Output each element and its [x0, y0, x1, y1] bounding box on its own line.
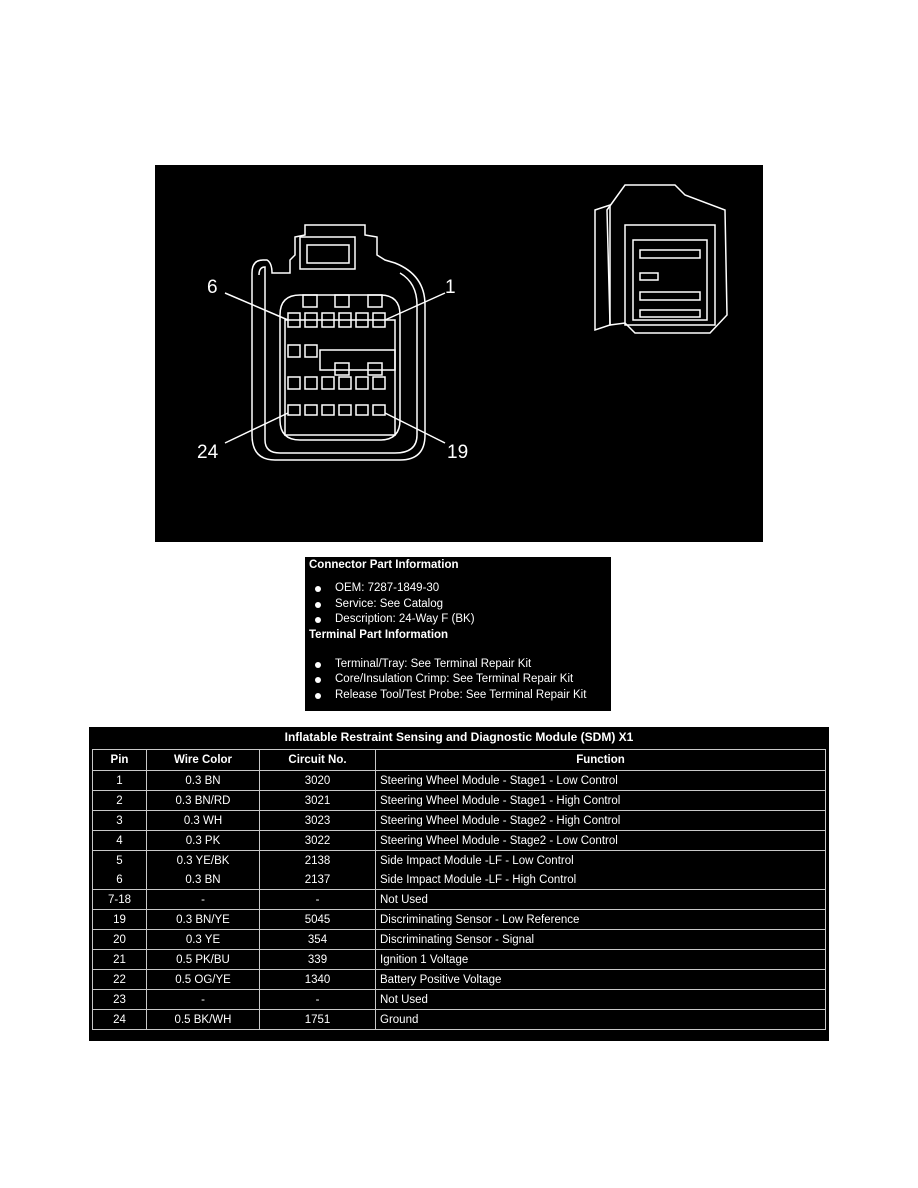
connector-part-list [305, 581, 611, 628]
wire-color-cell: 0.5 OG/YE [147, 970, 260, 990]
pin-cell: 22 [93, 970, 147, 990]
table-row [93, 870, 826, 890]
circuit-cell: 1340 [260, 970, 376, 990]
table-row [93, 791, 826, 811]
pin-cell: 2 [93, 791, 147, 811]
function-cell: Steering Wheel Module - Stage2 - High Control [376, 811, 826, 831]
wire-color-cell: 0.3 YE [147, 930, 260, 950]
terminal-part-list [305, 657, 611, 704]
table-row [93, 811, 826, 831]
table-row [93, 930, 826, 950]
function-cell: Discriminating Sensor - Low Reference [376, 910, 826, 930]
circuit-cell: - [260, 890, 376, 910]
function-cell: Ground [376, 1010, 826, 1030]
function-cell: Steering Wheel Module - Stage2 - Low Control [376, 831, 826, 851]
table-row [93, 910, 826, 930]
pin-cell: 24 [93, 1010, 147, 1030]
circuit-cell: 2137 [260, 870, 376, 890]
list-item: Release Tool/Test Probe: See Terminal Repair Kit [305, 688, 611, 704]
function-cell: Not Used [376, 990, 826, 1010]
circuit-cell: 3023 [260, 811, 376, 831]
function-cell: Side Impact Module -LF - Low Control [376, 851, 826, 871]
wire-color-cell: 0.5 BK/WH [147, 1010, 260, 1030]
table-row [93, 851, 826, 871]
pin-label-19: 19 [447, 442, 469, 463]
function-cell: Side Impact Module -LF - High Control [376, 870, 826, 890]
pin-cell: 6 [93, 870, 147, 890]
column-header-function: Function [376, 750, 826, 771]
column-header-circuit: Circuit No. [260, 750, 376, 771]
circuit-cell: 2138 [260, 851, 376, 871]
table-row [93, 1010, 826, 1030]
list-item: Terminal/Tray: See Terminal Repair Kit [305, 657, 611, 673]
pin-cell: 19 [93, 910, 147, 930]
circuit-cell: 3021 [260, 791, 376, 811]
list-item: Description: 24-Way F (BK) [305, 612, 611, 628]
list-item: Service: See Catalog [305, 597, 611, 613]
function-cell: Steering Wheel Module - Stage1 - High Control [376, 791, 826, 811]
wire-color-cell: 0.3 YE/BK [147, 851, 260, 871]
wire-color-cell: - [147, 890, 260, 910]
function-cell: Battery Positive Voltage [376, 970, 826, 990]
table-header-row [93, 750, 826, 771]
pin-label-6: 6 [207, 277, 218, 298]
wire-color-cell: 0.3 PK [147, 831, 260, 851]
wire-color-cell: 0.3 BN [147, 771, 260, 791]
table-row [93, 970, 826, 990]
wire-color-cell: 0.3 BN/RD [147, 791, 260, 811]
table-row [93, 771, 826, 791]
pinout-table-container [89, 727, 829, 1041]
wire-color-cell: - [147, 990, 260, 1010]
wire-color-cell: 0.3 WH [147, 811, 260, 831]
connector-part-header: Connector Part Information [309, 559, 459, 571]
connector-part-info [305, 557, 611, 711]
pin-cell: 23 [93, 990, 147, 1010]
function-cell: Steering Wheel Module - Stage1 - Low Control [376, 771, 826, 791]
circuit-cell: - [260, 990, 376, 1010]
pinout-table [92, 749, 826, 1030]
pin-cell: 7-18 [93, 890, 147, 910]
connector-diagram [155, 165, 763, 542]
circuit-cell: 3022 [260, 831, 376, 851]
pin-cell: 5 [93, 851, 147, 871]
table-row [93, 831, 826, 851]
table-row [93, 890, 826, 910]
pin-cell: 21 [93, 950, 147, 970]
function-cell: Ignition 1 Voltage [376, 950, 826, 970]
table-row [93, 950, 826, 970]
wire-color-cell: 0.5 PK/BU [147, 950, 260, 970]
function-cell: Discriminating Sensor - Signal [376, 930, 826, 950]
pin-label-1: 1 [445, 277, 456, 298]
list-item: Core/Insulation Crimp: See Terminal Repair Kit [305, 672, 611, 688]
connector-face-illustration [155, 165, 763, 542]
pin-cell: 3 [93, 811, 147, 831]
pin-cell: 1 [93, 771, 147, 791]
table-title: Inflatable Restraint Sensing and Diagnostic Module (SDM) X1 [284, 730, 634, 744]
circuit-cell: 3020 [260, 771, 376, 791]
circuit-cell: 339 [260, 950, 376, 970]
circuit-cell: 354 [260, 930, 376, 950]
column-header-pin: Pin [93, 750, 147, 771]
circuit-cell: 1751 [260, 1010, 376, 1030]
list-item: OEM: 7287-1849-30 [305, 581, 611, 597]
terminal-part-header: Terminal Part Information [309, 628, 449, 641]
column-header-wire-color: Wire Color [147, 750, 260, 771]
pin-cell: 20 [93, 930, 147, 950]
table-row [93, 990, 826, 1010]
function-cell: Not Used [376, 890, 826, 910]
pin-cell: 4 [93, 831, 147, 851]
wire-color-cell: 0.3 BN/YE [147, 910, 260, 930]
wire-color-cell: 0.3 BN [147, 870, 260, 890]
pin-label-24: 24 [197, 442, 219, 463]
circuit-cell: 5045 [260, 910, 376, 930]
